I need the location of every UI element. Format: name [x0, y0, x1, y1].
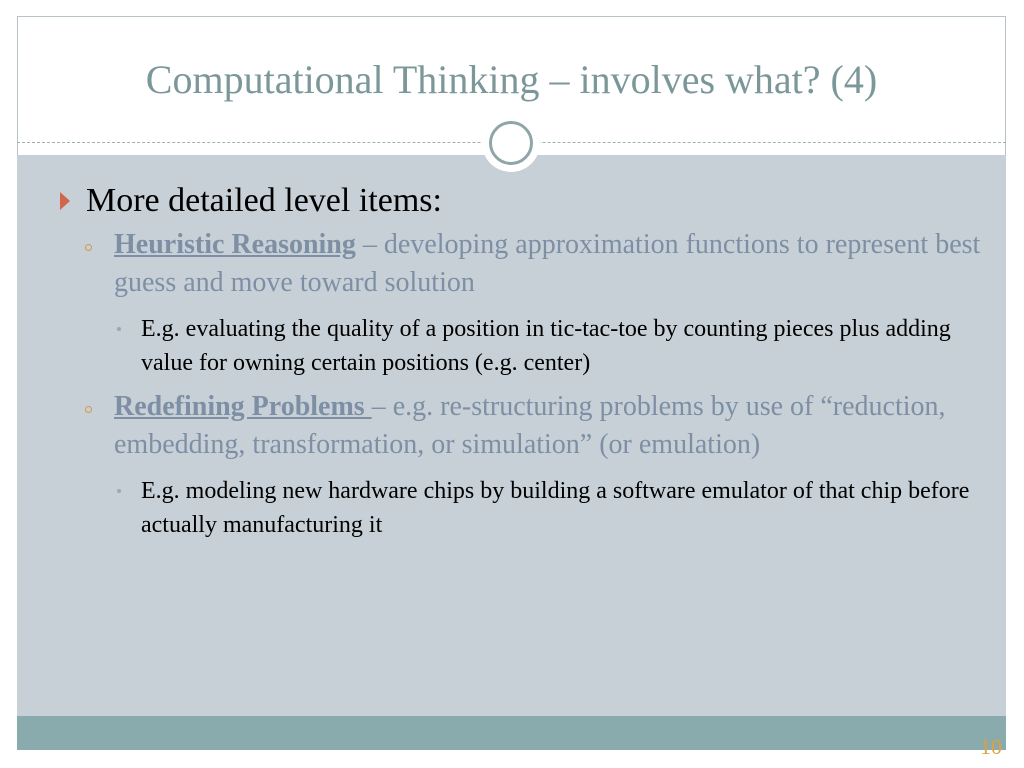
dot-bullet-icon — [117, 489, 121, 493]
circle-ornament-icon — [489, 121, 533, 165]
footer-band — [17, 716, 1006, 750]
page-number: 10 — [980, 734, 1002, 759]
dot-bullet-icon — [117, 327, 121, 331]
bullet-redefining-example — [52, 474, 987, 542]
bullet-heuristic-example — [52, 312, 987, 380]
bullet-heuristic-reasoning — [52, 226, 987, 302]
redefining-example-text: E.g. modeling new hardware chips by building a software emulator of that chip before actually manufacturing it — [141, 478, 970, 538]
heuristic-example-text: E.g. evaluating the quality of a position in tic-tac-toe by counting pieces plus adding value for owning certain positions (e.g. center) — [141, 316, 951, 376]
slide-body — [52, 180, 987, 542]
bullet-level1 — [52, 180, 987, 222]
term-heuristic-reasoning: Heuristic Reasoning — [114, 229, 356, 260]
circle-bullet-icon — [85, 244, 92, 251]
triangle-bullet-icon — [60, 192, 70, 210]
circle-bullet-icon — [85, 406, 92, 413]
term-redefining-problems: Redefining Problems — [114, 391, 372, 422]
slide-title: Computational Thinking – involves what? (4) — [145, 57, 878, 102]
bullet-redefining-problems — [52, 388, 987, 464]
bullet-level1-text: More detailed level items: — [86, 182, 442, 219]
redefining-description: – e.g. re-structuring problems by use of “reduction, embedding, transformation, or simulation” (or emulation) — [114, 391, 946, 460]
heuristic-description: – developing approximation functions to represent best guess and move toward solution — [114, 229, 981, 298]
